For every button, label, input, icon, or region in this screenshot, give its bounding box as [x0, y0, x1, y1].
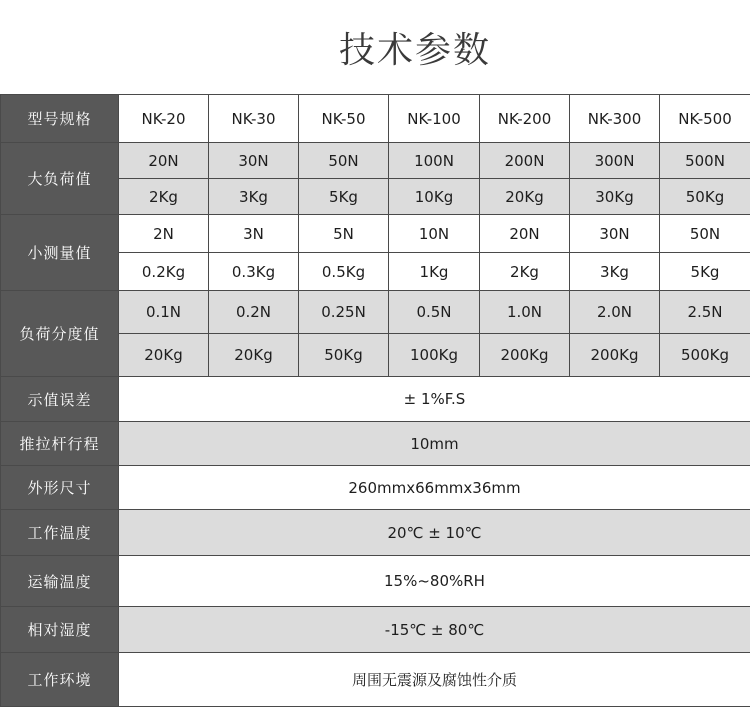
value-cell: 5Kg: [660, 253, 750, 291]
value-cell: 2Kg: [119, 179, 209, 215]
value-cell: 20Kg: [119, 334, 209, 377]
value-cell: 5N: [299, 215, 389, 253]
row-label-transport-temp: 运输温度: [1, 556, 119, 607]
value-cell: 3Kg: [209, 179, 299, 215]
table-row-humidity: [1, 607, 750, 653]
value-cell: 0.2Kg: [119, 253, 209, 291]
value-cell: 1Kg: [389, 253, 480, 291]
model-cell: NK-300: [570, 95, 660, 143]
row-label-dimensions: 外形尺寸: [1, 466, 119, 510]
value-cell: 2.0N: [570, 291, 660, 334]
value-cell: 3Kg: [570, 253, 660, 291]
table-row-dimensions: [1, 466, 750, 510]
page-title: 技术参数: [338, 30, 491, 71]
value-cell: 0.1N: [119, 291, 209, 334]
value-cell: 3N: [209, 215, 299, 253]
model-cell: NK-50: [299, 95, 389, 143]
row-label-humidity: 相对湿度: [1, 607, 119, 653]
row-label-max-load: 大负荷值: [1, 143, 119, 215]
spec-value: 20℃ ± 10℃: [119, 510, 750, 556]
table-row-environment: [1, 653, 750, 707]
value-cell: 200N: [480, 143, 570, 179]
spec-table: [0, 94, 750, 707]
value-cell: 200Kg: [480, 334, 570, 377]
row-label-min-measure: 小测量值: [1, 215, 119, 291]
value-cell: 300N: [570, 143, 660, 179]
row-label-working-temp: 工作温度: [1, 510, 119, 556]
spec-value: 15%~80%RH: [119, 556, 750, 607]
value-cell: 50Kg: [660, 179, 750, 215]
row-label-indication-error: 示值误差: [1, 377, 119, 422]
row-label-resolution: 负荷分度值: [1, 291, 119, 377]
value-cell: 100Kg: [389, 334, 480, 377]
value-cell: 20Kg: [480, 179, 570, 215]
value-cell: 500N: [660, 143, 750, 179]
table-row-resolution-newton: [1, 291, 750, 334]
value-cell: 2Kg: [480, 253, 570, 291]
value-cell: 1.0N: [480, 291, 570, 334]
model-cell: NK-30: [209, 95, 299, 143]
value-cell: 10N: [389, 215, 480, 253]
table-row-working-temp: [1, 510, 750, 556]
value-cell: 30Kg: [570, 179, 660, 215]
value-cell: 200Kg: [570, 334, 660, 377]
table-row-max-load-newton: [1, 143, 750, 179]
value-cell: 0.25N: [299, 291, 389, 334]
spec-value: 10mm: [119, 422, 750, 466]
value-cell: 100N: [389, 143, 480, 179]
value-cell: 2N: [119, 215, 209, 253]
value-cell: 50N: [299, 143, 389, 179]
row-label-environment: 工作环境: [1, 653, 119, 707]
value-cell: 2.5N: [660, 291, 750, 334]
value-cell: 0.5Kg: [299, 253, 389, 291]
value-cell: 50Kg: [299, 334, 389, 377]
value-cell: 50N: [660, 215, 750, 253]
value-cell: 0.3Kg: [209, 253, 299, 291]
row-label-model: 型号规格: [1, 95, 119, 143]
value-cell: 20Kg: [209, 334, 299, 377]
table-row-transport-temp: [1, 556, 750, 607]
spec-value: ± 1%F.S: [119, 377, 750, 422]
value-cell: 10Kg: [389, 179, 480, 215]
value-cell: 0.2N: [209, 291, 299, 334]
value-cell: 20N: [119, 143, 209, 179]
value-cell: 500Kg: [660, 334, 750, 377]
row-label-stroke: 推拉杆行程: [1, 422, 119, 466]
value-cell: 5Kg: [299, 179, 389, 215]
table-row-indication-error: [1, 377, 750, 422]
model-cell: NK-100: [389, 95, 480, 143]
spec-value: 260mmx66mmx36mm: [119, 466, 750, 510]
value-cell: 20N: [480, 215, 570, 253]
value-cell: 30N: [570, 215, 660, 253]
table-row-model: [1, 95, 750, 143]
value-cell: 30N: [209, 143, 299, 179]
spec-value: -15℃ ± 80℃: [119, 607, 750, 653]
model-cell: NK-20: [119, 95, 209, 143]
table-row-stroke: [1, 422, 750, 466]
model-cell: NK-200: [480, 95, 570, 143]
spec-value: 周围无震源及腐蚀性介质: [119, 653, 750, 707]
value-cell: 0.5N: [389, 291, 480, 334]
model-cell: NK-500: [660, 95, 750, 143]
table-row-min-measure-newton: [1, 215, 750, 253]
